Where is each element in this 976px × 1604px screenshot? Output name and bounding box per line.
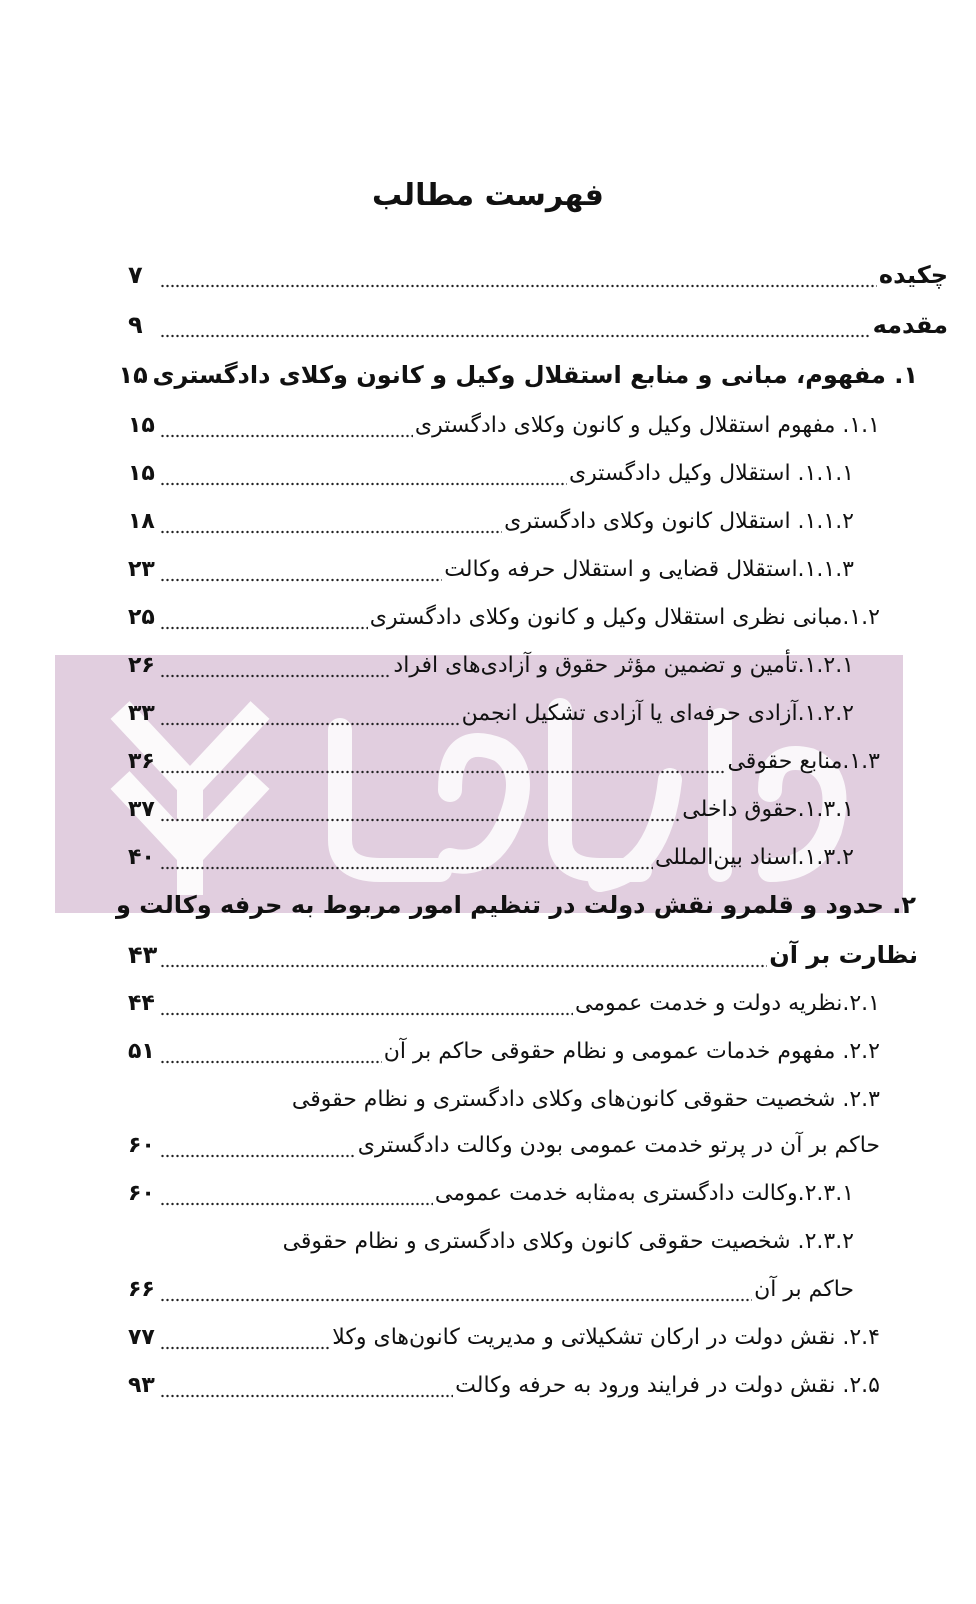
leader-dots bbox=[160, 754, 725, 774]
toc-entry-abstract[interactable] bbox=[128, 252, 948, 298]
toc-entry-page: ۹۳ bbox=[128, 1372, 155, 1398]
toc-entry-1-1-2[interactable] bbox=[128, 498, 854, 544]
toc-entry-label: ۲.۳.۱.وکالت دادگستری به‌مثابه خدمت عمومی bbox=[434, 1180, 854, 1206]
toc-entry-label: ۱.۳.۲.اسناد بین‌المللی bbox=[654, 844, 854, 870]
toc-entry-page: ۲۵ bbox=[128, 604, 155, 630]
leader-dots bbox=[160, 948, 767, 968]
toc-entry-page: ۴۳ bbox=[128, 941, 158, 969]
toc-entry-chapter-1[interactable] bbox=[118, 352, 918, 398]
toc-entry-page: ۳۶ bbox=[128, 748, 155, 774]
toc-entry-2-3[interactable] bbox=[128, 1122, 880, 1168]
toc-entry-page: ۴۰ bbox=[128, 844, 155, 870]
toc-entry-page: ۳۷ bbox=[128, 796, 155, 822]
leader-dots bbox=[160, 1138, 356, 1158]
toc-entry-label: ۲.۲. مفهوم خدمات عمومی و نظام حقوقی حاکم بر آن bbox=[383, 1038, 880, 1064]
toc-entry-2-1[interactable] bbox=[128, 980, 880, 1026]
toc-entry-1-2-1[interactable] bbox=[128, 642, 854, 688]
toc-entry-label: ۱. مفهوم، مبانی و منابع استقلال وکیل و کانون وکلای دادگستری bbox=[152, 361, 918, 389]
toc-entry-label: ۱.۲.مبانی نظری استقلال وکیل و کانون وکلای دادگستری bbox=[369, 604, 880, 630]
toc-entry-2-3-line-1[interactable]: ۲.۳. شخصیت حقوقی کانون‌های وکلای دادگستری و نظام حقوقی bbox=[291, 1086, 880, 1112]
toc-entry-label: ۱.۱.۲. استقلال کانون وکلای دادگستری bbox=[504, 508, 854, 534]
toc-entry-1-3-2[interactable] bbox=[128, 834, 854, 880]
leader-dots bbox=[160, 418, 413, 438]
leader-dots bbox=[160, 1330, 330, 1350]
leader-dots bbox=[160, 1378, 453, 1398]
leader-dots bbox=[160, 610, 368, 630]
toc-entry-page: ۶۰ bbox=[128, 1132, 155, 1158]
toc-entry-label: نظارت بر آن bbox=[769, 941, 918, 969]
leader-dots bbox=[160, 562, 442, 582]
leader-dots bbox=[160, 1282, 752, 1302]
toc-entry-1-1-1[interactable] bbox=[128, 450, 854, 496]
toc-entry-page: ۴۴ bbox=[128, 990, 155, 1016]
toc-entry-label: چکیده bbox=[878, 261, 948, 289]
leader-dots bbox=[160, 706, 460, 726]
toc-entry-1-2[interactable] bbox=[128, 594, 880, 640]
toc-entry-page: ۲۶ bbox=[128, 652, 155, 678]
toc-entry-1-2-2[interactable] bbox=[128, 690, 854, 736]
leader-dots bbox=[160, 1044, 382, 1064]
toc-entry-label: ۱.۲.۲.آزادی حرفه‌ای یا آزادی تشکیل انجمن bbox=[461, 700, 854, 726]
leader-dots bbox=[160, 268, 877, 288]
leader-dots bbox=[160, 318, 871, 338]
toc-entry-1-3-1[interactable] bbox=[128, 786, 854, 832]
toc-entry-page: ۶۶ bbox=[128, 1276, 155, 1302]
toc-entry-label: ۱.۱.۱. استقلال وکیل دادگستری bbox=[568, 460, 854, 486]
toc-entry-2-2[interactable] bbox=[128, 1028, 880, 1074]
toc-entry-label: ۱.۳.۱.حقوق داخلی bbox=[682, 796, 854, 822]
leader-dots bbox=[160, 514, 502, 534]
leader-dots bbox=[160, 466, 567, 486]
toc-entry-page: ۹ bbox=[128, 311, 143, 339]
toc-entry-label: ۱.۱.۳.استقلال قضایی و استقلال حرفه وکالت bbox=[444, 556, 854, 582]
leader-dots bbox=[160, 658, 391, 678]
toc-entry-label: ۲.۱.نظریه دولت و خدمت عمومی bbox=[574, 990, 880, 1016]
toc-entry-2-3-2-line-1[interactable]: ۲.۳.۲. شخصیت حقوقی کانون وکلای دادگستری و نظام حقوقی bbox=[282, 1228, 854, 1254]
toc-entry-chapter-2[interactable] bbox=[128, 932, 918, 978]
leader-dots bbox=[160, 996, 573, 1016]
toc-entry-page: ۱۵ bbox=[128, 460, 155, 486]
toc-entry-page: ۷۷ bbox=[128, 1324, 155, 1350]
toc-entry-label: حاکم بر آن در پرتو خدمت عمومی بودن وکالت دادگستری bbox=[357, 1132, 880, 1158]
toc-entry-page: ۶۰ bbox=[128, 1180, 155, 1206]
leader-dots bbox=[160, 802, 680, 822]
toc-entry-label: ۲.۴. نقش دولت در ارکان تشکیلاتی و مدیریت کانون‌های وکلا bbox=[332, 1324, 880, 1350]
toc-entry-2-5[interactable] bbox=[128, 1362, 880, 1408]
leader-dots bbox=[160, 1186, 433, 1206]
toc-entry-introduction[interactable] bbox=[128, 302, 948, 348]
toc-entry-chapter-2-line-1[interactable]: ۲. حدود و قلمرو نقش دولت در تنظیم امور مربوط به حرفه وکالت و bbox=[116, 891, 916, 919]
toc-entry-page: ۱۸ bbox=[128, 508, 155, 534]
toc-entry-1-3[interactable] bbox=[128, 738, 880, 784]
toc-entry-page: ۵۱ bbox=[128, 1038, 155, 1064]
toc-entry-page: ۱۵ bbox=[128, 412, 155, 438]
toc-entry-page: ۷ bbox=[128, 261, 143, 289]
toc-title: فهرست مطالب bbox=[372, 178, 604, 213]
toc-entry-label: حاکم بر آن bbox=[754, 1276, 854, 1302]
toc-entry-page: ۳۳ bbox=[128, 700, 155, 726]
toc-entry-label: ۱.۲.۱.تأمین و تضمین مؤثر حقوق و آزادی‌های افراد bbox=[393, 652, 854, 678]
leader-dots bbox=[160, 850, 653, 870]
toc-entry-1-1-3[interactable] bbox=[128, 546, 854, 592]
toc-entry-2-4[interactable] bbox=[128, 1314, 880, 1360]
toc-entry-label: مقدمه bbox=[872, 311, 948, 339]
toc-entry-page: ۱۵ bbox=[118, 361, 148, 389]
toc-entry-page: ۲۳ bbox=[128, 556, 155, 582]
toc-entry-label: ۲.۵. نقش دولت در فرایند ورود به حرفه وکالت bbox=[455, 1372, 880, 1398]
toc-entry-2-3-1[interactable] bbox=[128, 1170, 854, 1216]
toc-entry-1-1[interactable] bbox=[128, 402, 880, 448]
toc-entry-label: ۱.۱. مفهوم استقلال وکیل و کانون وکلای دادگستری bbox=[414, 412, 880, 438]
toc-entry-2-3-2[interactable] bbox=[128, 1266, 854, 1312]
toc-entry-label: ۱.۳.منابع حقوقی bbox=[727, 748, 880, 774]
